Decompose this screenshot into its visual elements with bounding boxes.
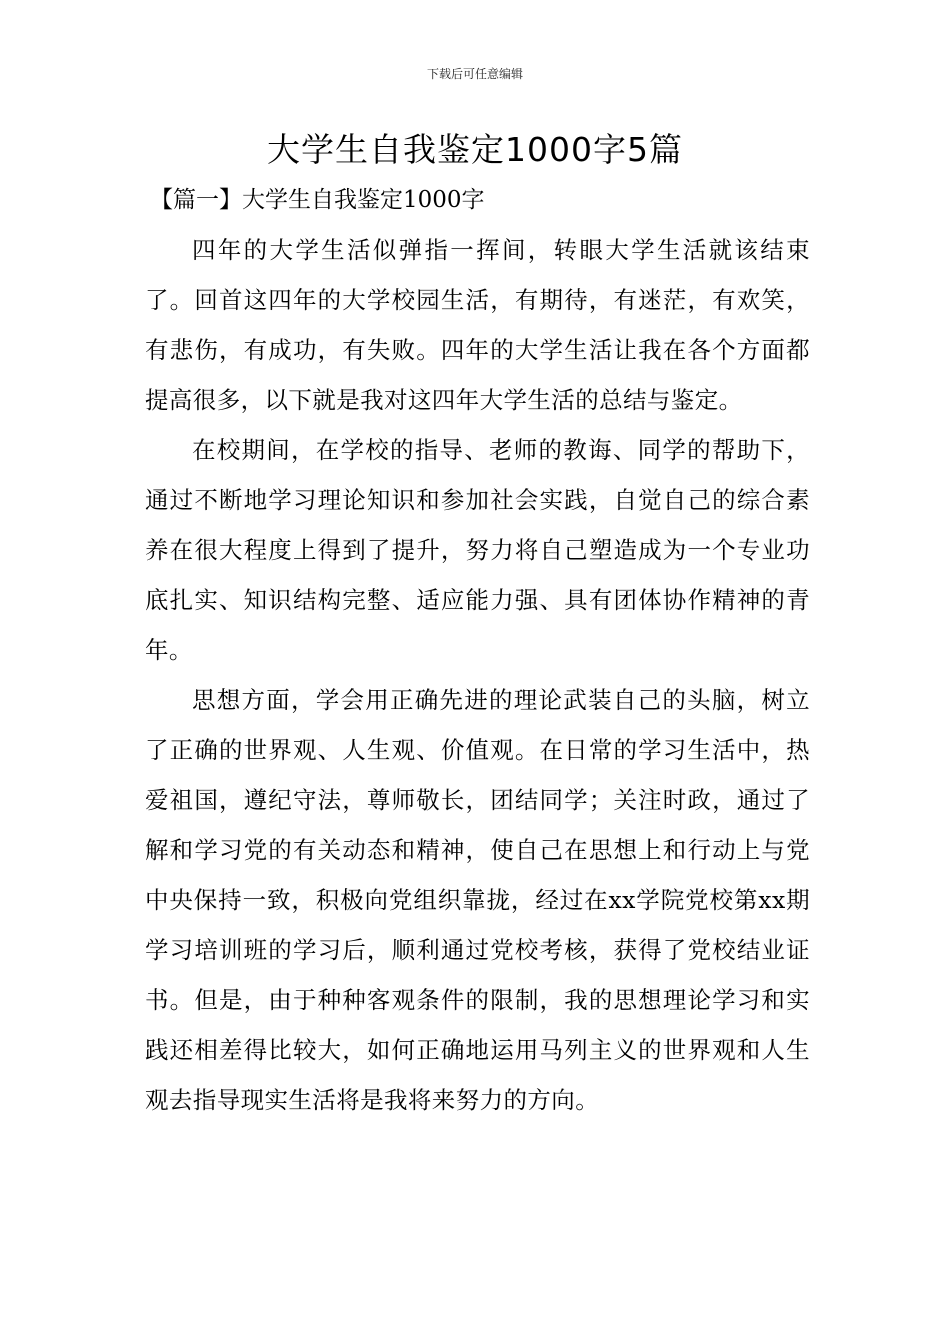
paragraph-3: 思想方面，学会用正确先进的理论武装自己的头脑，树立了正确的世界观、人生观、价值观。在日常的学习生活中，热爱祖国，遵纪守法，尊师敬长，团结同学；关注时政，通过了解和学习党的有关动态和精神，使自己在思想上和行动上与党中央保持一致，积极向党组织靠拢，经过在xx学院党校第xx期学习培训班的学习后，顺利通过党校考核，获得了党校结业证书。但是，由于种种客观条件的限制，我的思想理论学习和实践还相差得比较大，如何正确地运用马列主义的世界观和人生观去指导现实生活将是我将来努力的方向。 [145,686,810,1114]
header-note: 下载后可任意编辑 [426,67,523,81]
section-heading: 【篇一】大学生自我鉴定1000字 [150,187,485,213]
document-title: 大学生自我鉴定1000字5篇 [267,130,683,169]
document-body [145,225,810,1125]
paragraph-1: 四年的大学生活似弹指一挥间，转眼大学生活就该结束了。回首这四年的大学校园生活，有期待，有迷茫，有欢笑，有悲伤，有成功，有失败。四年的大学生活让我在各个方面都提高很多，以下就是我对这四年大学生活的总结与鉴定。 [145,236,810,414]
paragraph-2: 在校期间，在学校的指导、老师的教诲、同学的帮助下，通过不断地学习理论知识和参加社会实践，自觉自己的综合素养在很大程度上得到了提升，努力将自己塑造成为一个专业功底扎实、知识结构完整、适应能力强、具有团体协作精神的青年。 [145,436,810,664]
